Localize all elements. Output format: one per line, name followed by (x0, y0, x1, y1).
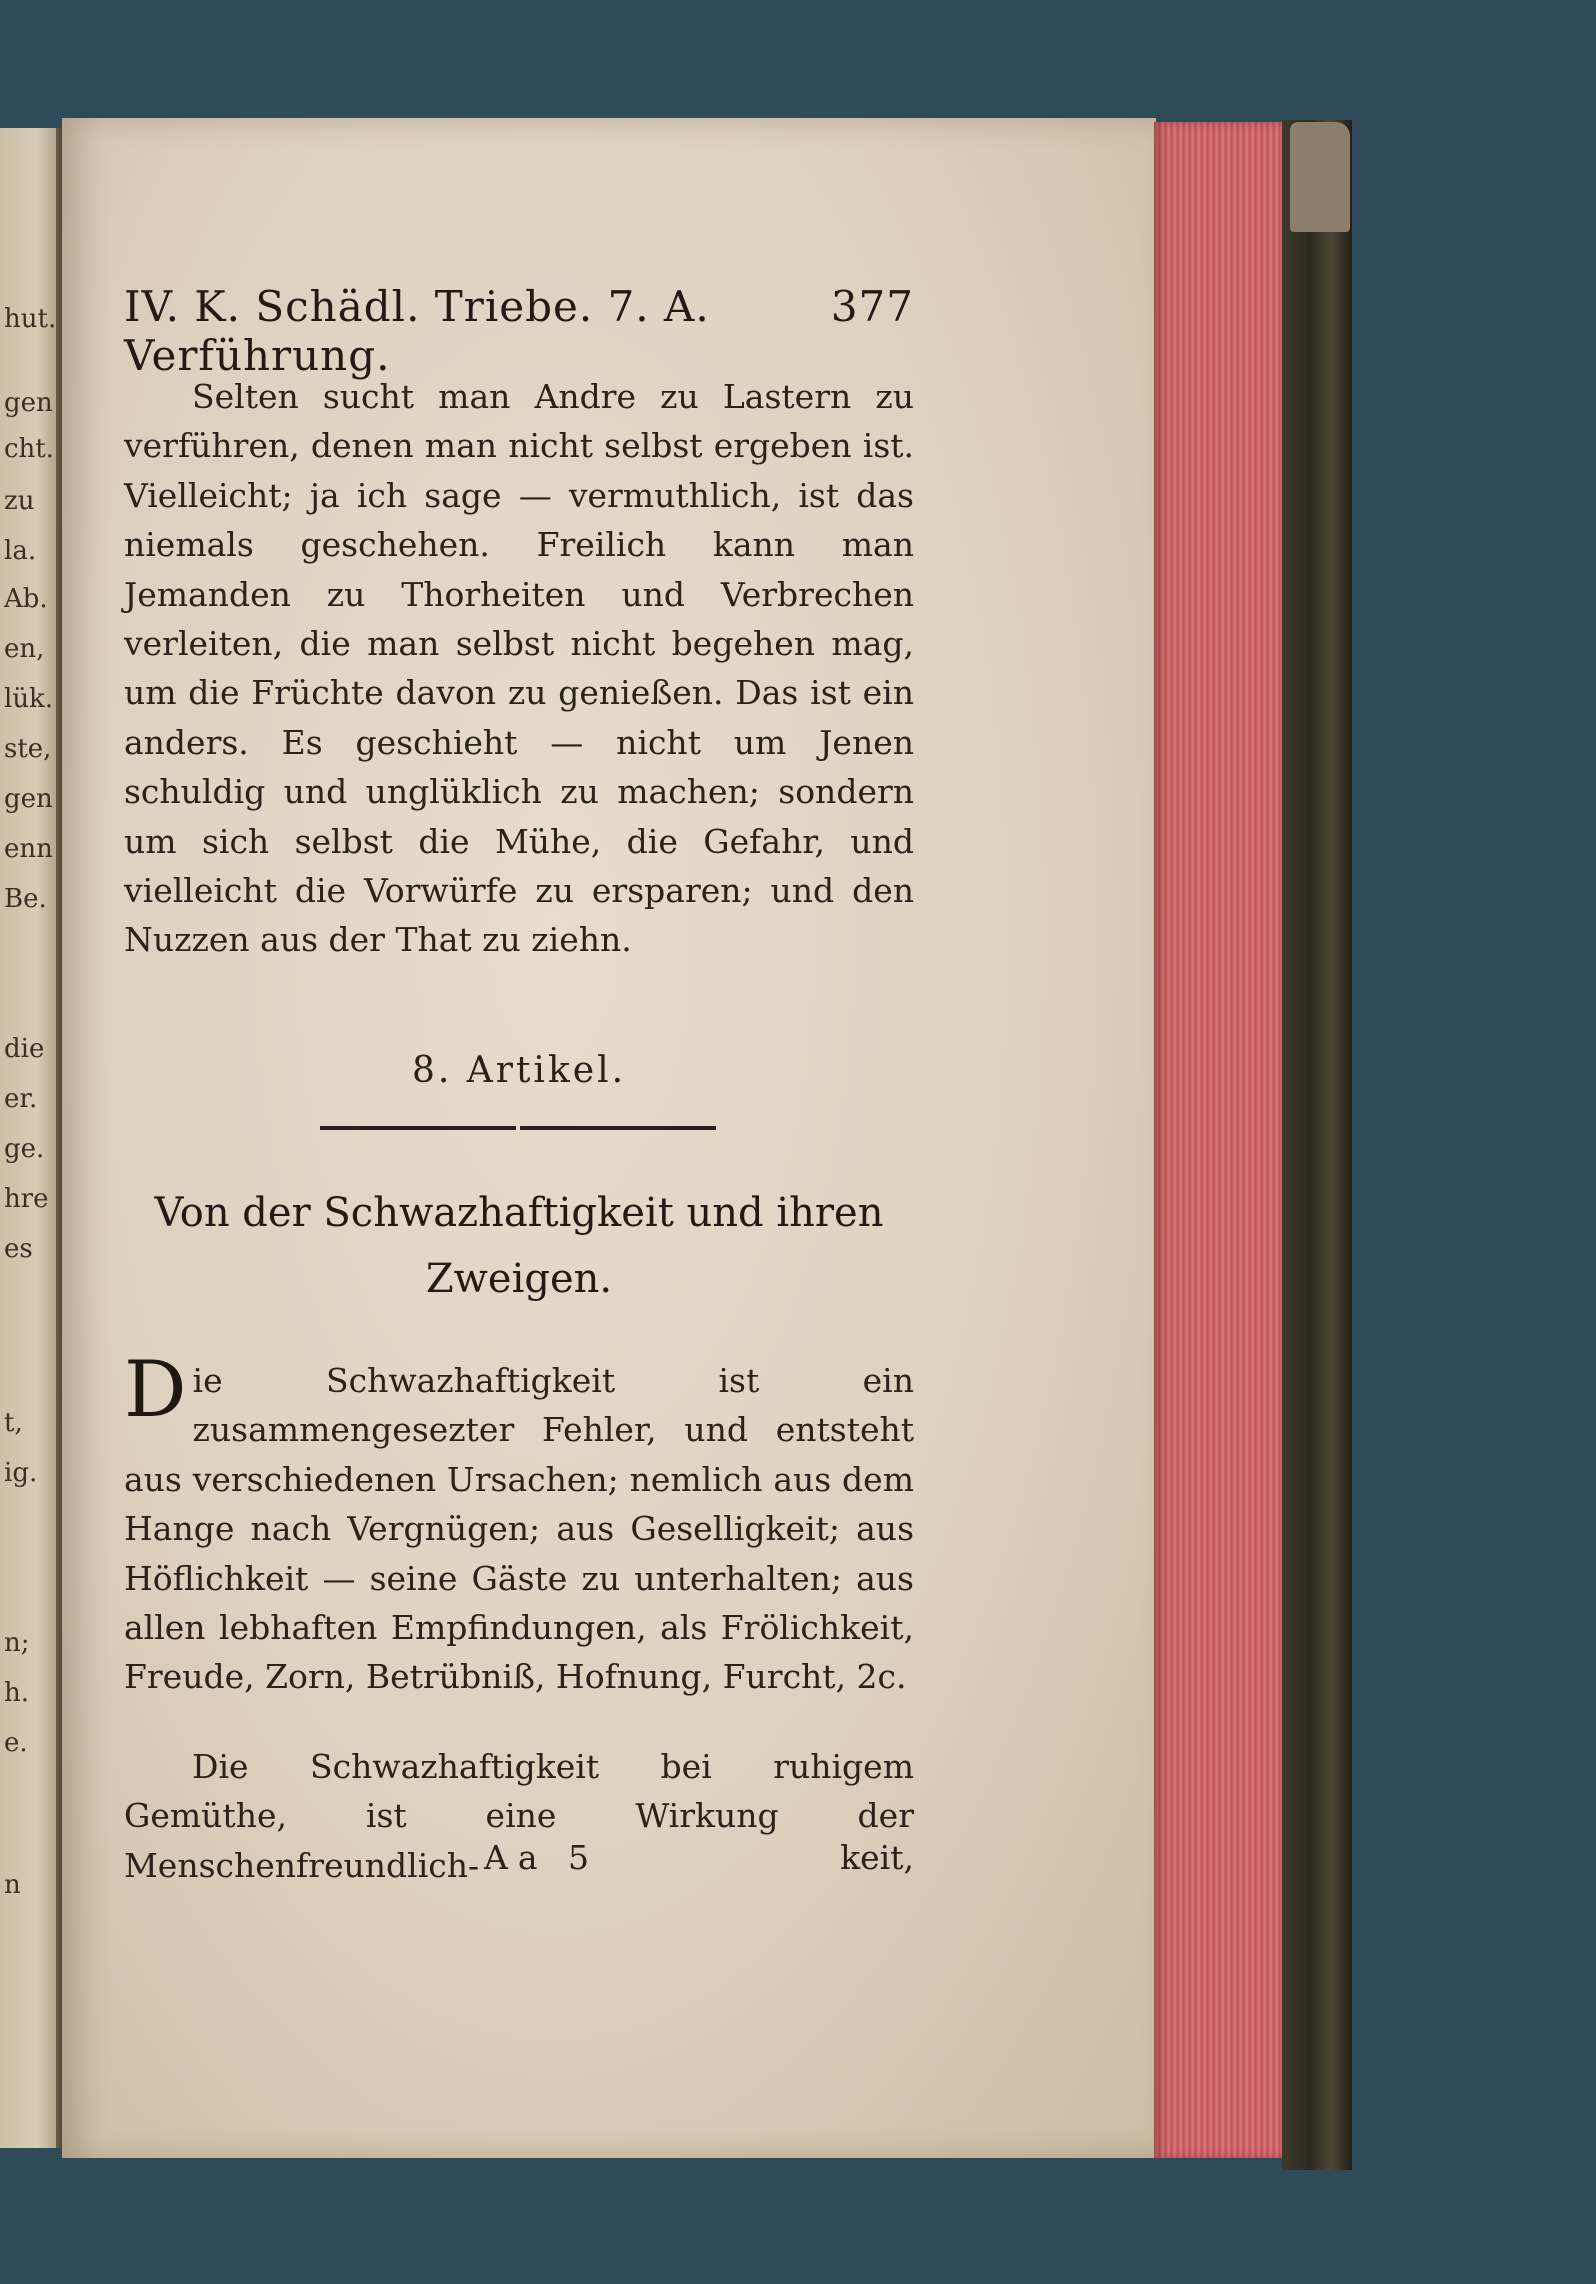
left-fragment: zu (4, 486, 35, 516)
paragraph-text: Die Schwazhaftigkeit bei ruhigem Gemüthe, ist eine Wirkung der Menschenfreundlich- (124, 1747, 914, 1885)
left-fragment: gen (4, 388, 53, 418)
section-heading: Von der Schwazhaftigkeit und ihren Zweigen. (154, 1190, 884, 1302)
left-fragment: hut. (4, 304, 57, 334)
cover-headband (1290, 122, 1350, 232)
paragraph-verfuehrung (124, 372, 914, 965)
left-fragment: Ab. (4, 584, 48, 614)
left-fragment: n (4, 1870, 21, 1900)
signature-mark: Aa 5 (484, 1838, 599, 1877)
left-fragment: ste, (4, 734, 52, 764)
left-fragment: e. (4, 1728, 28, 1758)
left-fragment: die (4, 1034, 45, 1064)
drop-cap: D (124, 1345, 187, 1435)
rule-right (520, 1126, 716, 1130)
left-fragment: la. (4, 536, 37, 566)
running-title: IV. K. Schädl. Triebe. 7. A. Verführung. (124, 282, 710, 380)
page-footer (124, 1838, 914, 1888)
catchword: keit, (840, 1838, 914, 1877)
left-fragment: es (4, 1234, 33, 1264)
paragraph-schwazhaftigkeit (124, 1345, 914, 1702)
left-fragment: gen (4, 784, 53, 814)
left-fragment: lük. (4, 684, 54, 714)
left-fragment: enn (4, 834, 53, 864)
rule-left (320, 1126, 516, 1130)
left-fragment: h. (4, 1678, 30, 1708)
left-fragment: er. (4, 1084, 38, 1114)
article-label: 8. Artikel. (411, 1050, 627, 1091)
running-header (124, 282, 914, 380)
red-page-edges (1154, 122, 1284, 2158)
book-cover (1282, 120, 1352, 2170)
left-fragment: en, (4, 634, 45, 664)
left-fragment: n; (4, 1628, 30, 1658)
left-fragment: ge. (4, 1134, 45, 1164)
page-number: 377 (830, 282, 914, 331)
left-fragment: t, (4, 1408, 23, 1438)
left-fragment: Be. (4, 884, 47, 914)
paragraph-text: Selten sucht man Andre zu Lastern zu verführen, denen man nicht selbst ergeben ist. Vielleicht; ja ich sage — vermuthlich, ist das niemals geschehen. Freilich kann man Jemanden zu Thorheiten und Verbrechen verleiten, die man selbst nicht begehen mag, um die Früchte davon zu genießen. Das ist ein anders. Es geschieht — nicht um Jenen schuldig und unglüklich zu machen; sondern um sich selbst die Mühe, die Gefahr, und vielleicht die Vorwürfe zu ersparen; und den Nuzzen aus der That zu ziehn. (124, 377, 914, 960)
left-fragment: cht. (4, 434, 55, 464)
paragraph-text: ie Schwazhaftigkeit ist ein zusammengesezter Fehler, und entsteht aus verschiedenen Ursachen; nemlich aus dem Hange nach Vergnügen; aus Geselligkeit; aus Höflichkeit — seine Gäste zu unterhalten; aus allen lebhaften Empfindungen, als Frölichkeit, Freude, Zorn, Betrübniß, Hofnung, Furcht, 2c. (124, 1361, 914, 1697)
left-page-edge (0, 128, 62, 2148)
left-fragment: ig. (4, 1458, 38, 1488)
left-fragment: hre (4, 1184, 49, 1214)
